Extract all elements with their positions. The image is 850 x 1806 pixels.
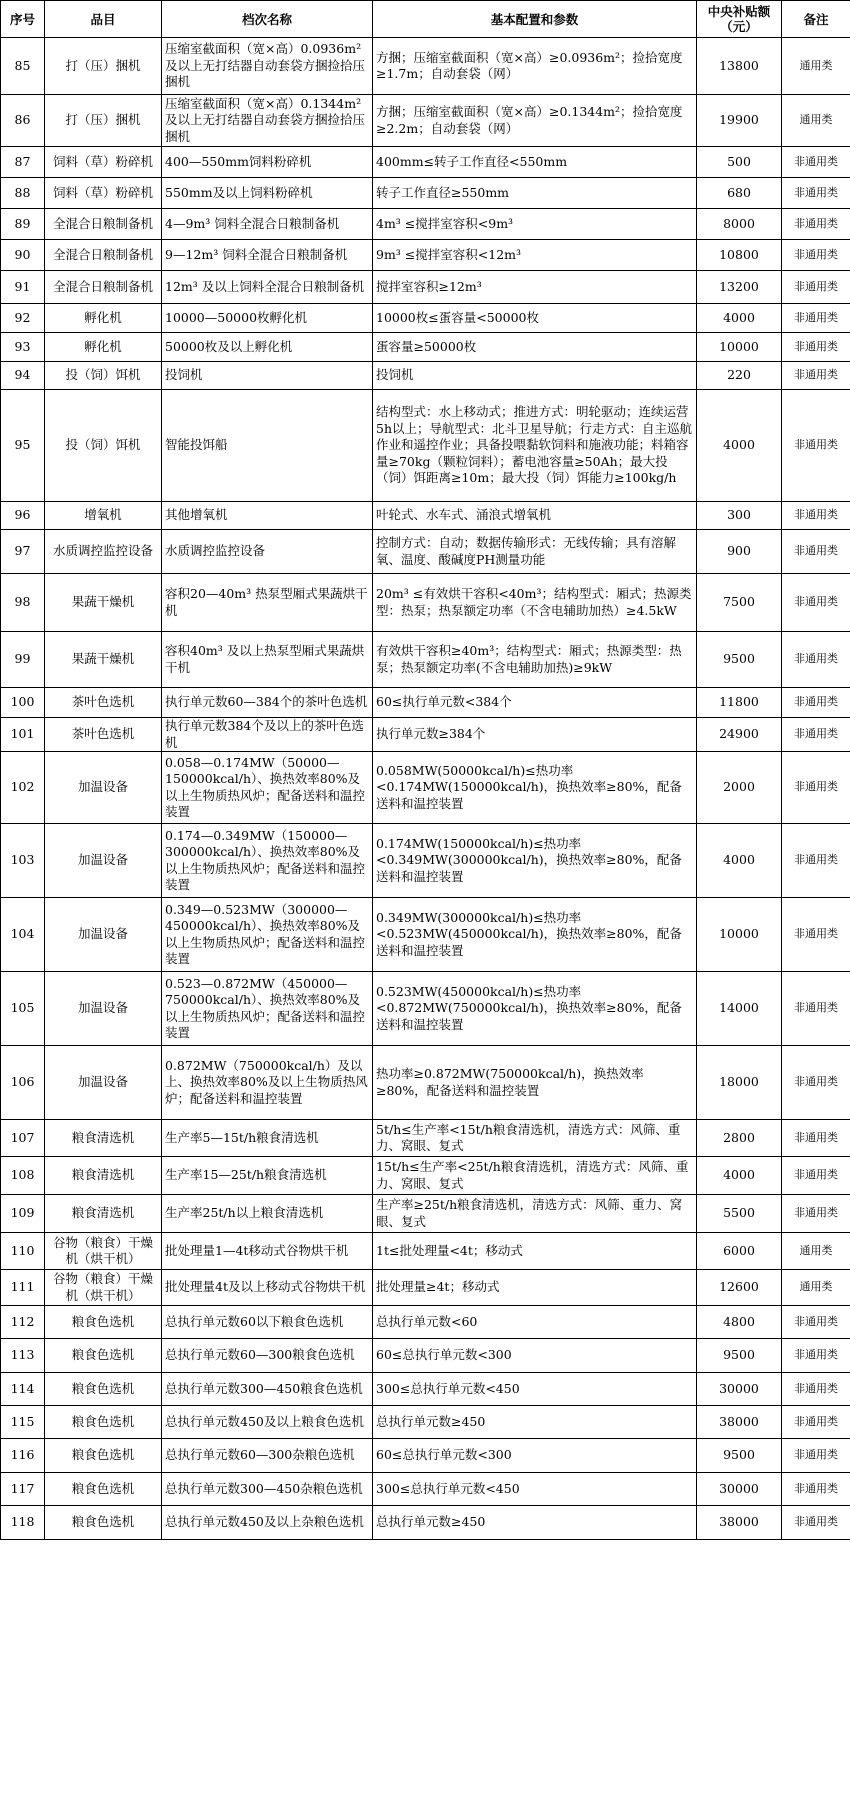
cell-no: 105: [1, 972, 45, 1046]
cell-grade: 总执行单元数300—450粮食色选机: [162, 1373, 373, 1406]
cell-no: 106: [1, 1046, 45, 1120]
cell-item: 茶叶色选机: [45, 688, 162, 718]
cell-grade: 9—12m³ 饲料全混合日粮制备机: [162, 240, 373, 271]
cell-subsidy: 300: [697, 502, 782, 530]
cell-note: 非通用类: [782, 240, 850, 271]
cell-item: 投（饲）饵机: [45, 362, 162, 390]
cell-note: 非通用类: [782, 824, 850, 898]
cell-spec: 10000枚≤蛋容量<50000枚: [373, 304, 697, 333]
cell-note: 非通用类: [782, 752, 850, 824]
cell-note: 非通用类: [782, 1120, 850, 1157]
cell-grade: 容积20—40m³ 热泵型厢式果蔬烘干机: [162, 574, 373, 632]
cell-note: 非通用类: [782, 1339, 850, 1373]
cell-grade: 12m³ 及以上饲料全混合日粮制备机: [162, 271, 373, 304]
cell-no: 107: [1, 1120, 45, 1157]
cell-grade: 0.058—0.174MW（50000—150000kcal/h）、换热效率80%及以上生物质热风炉；配备送料和温控装置: [162, 752, 373, 824]
cell-subsidy: 680: [697, 178, 782, 209]
table-row: [1, 1406, 850, 1439]
header-item: 品目: [45, 1, 162, 38]
cell-subsidy: 9500: [697, 632, 782, 688]
cell-note: 非通用类: [782, 271, 850, 304]
cell-note: 非通用类: [782, 530, 850, 574]
cell-item: 加温设备: [45, 898, 162, 972]
cell-note: 非通用类: [782, 1157, 850, 1195]
cell-grade: 50000枚及以上孵化机: [162, 333, 373, 362]
cell-grade: 550mm及以上饲料粉碎机: [162, 178, 373, 209]
header-note: 备注: [782, 1, 850, 38]
cell-subsidy: 7500: [697, 574, 782, 632]
cell-no: 112: [1, 1306, 45, 1339]
cell-subsidy: 4800: [697, 1306, 782, 1339]
cell-grade: 总执行单元数450及以上杂粮色选机: [162, 1506, 373, 1540]
table-row: [1, 972, 850, 1046]
cell-no: 88: [1, 178, 45, 209]
cell-subsidy: 2000: [697, 752, 782, 824]
cell-spec: 总执行单元数<60: [373, 1306, 697, 1339]
cell-spec: 叶轮式、水车式、涌浪式增氧机: [373, 502, 697, 530]
cell-item: 粮食色选机: [45, 1306, 162, 1339]
cell-note: 非通用类: [782, 898, 850, 972]
cell-spec: 控制方式：自动；数据传输形式：无线传输；具有溶解氧、温度、酸碱度PH测量功能: [373, 530, 697, 574]
cell-note: 非通用类: [782, 390, 850, 502]
table-header: [1, 1, 850, 38]
cell-item: 果蔬干燥机: [45, 574, 162, 632]
cell-spec: 300≤总执行单元数<450: [373, 1373, 697, 1406]
cell-spec: 结构型式：水上移动式；推进方式：明轮驱动；连续运营5h以上；导航型式：北斗卫星导航；行走方式：自主巡航作业和遥控作业；具备投喂黏软饲料和施液功能；料箱容量≥70kg（颗粒饲料）；蓄电池容量≥50Ah；最大投（饲）饵距离≥10m；最大投（饲）饵能力≥100kg/h: [373, 390, 697, 502]
cell-no: 91: [1, 271, 45, 304]
cell-spec: 生产率≥25t/h粮食清选机，清选方式：风筛、重力、窝眼、复式: [373, 1195, 697, 1233]
header-subsidy: 中央补贴额（元）: [697, 1, 782, 38]
cell-subsidy: 500: [697, 147, 782, 178]
cell-item: 粮食色选机: [45, 1506, 162, 1540]
cell-grade: 总执行单元数300—450杂粮色选机: [162, 1473, 373, 1506]
cell-no: 103: [1, 824, 45, 898]
cell-item: 加温设备: [45, 824, 162, 898]
table-row: [1, 38, 850, 95]
cell-spec: 300≤总执行单元数<450: [373, 1473, 697, 1506]
table-row: [1, 178, 850, 209]
cell-no: 85: [1, 38, 45, 95]
cell-no: 90: [1, 240, 45, 271]
cell-item: 粮食清选机: [45, 1195, 162, 1233]
cell-no: 116: [1, 1439, 45, 1473]
cell-subsidy: 4000: [697, 824, 782, 898]
cell-item: 增氧机: [45, 502, 162, 530]
cell-no: 102: [1, 752, 45, 824]
cell-subsidy: 8000: [697, 209, 782, 240]
cell-note: 通用类: [782, 95, 850, 147]
cell-item: 全混合日粮制备机: [45, 240, 162, 271]
cell-spec: 400mm≤转子工作直径<550mm: [373, 147, 697, 178]
table-row: [1, 688, 850, 718]
cell-subsidy: 18000: [697, 1046, 782, 1120]
header-spec: 基本配置和参数: [373, 1, 697, 38]
cell-subsidy: 14000: [697, 972, 782, 1046]
cell-item: 加温设备: [45, 972, 162, 1046]
cell-no: 87: [1, 147, 45, 178]
cell-grade: 批处理量1—4t移动式谷物烘干机: [162, 1233, 373, 1270]
cell-no: 110: [1, 1233, 45, 1270]
cell-no: 113: [1, 1339, 45, 1373]
table-row: [1, 1439, 850, 1473]
cell-spec: 0.174MW(150000kcal/h)≤热功率<0.349MW(300000kcal/h)，换热效率≥80%，配备送料和温控装置: [373, 824, 697, 898]
cell-spec: 0.058MW(50000kcal/h)≤热功率<0.174MW(150000kcal/h)，换热效率≥80%，配备送料和温控装置: [373, 752, 697, 824]
cell-spec: 1t≤批处理量<4t；移动式: [373, 1233, 697, 1270]
cell-spec: 搅拌室容积≥12m³: [373, 271, 697, 304]
cell-no: 89: [1, 209, 45, 240]
cell-item: 果蔬干燥机: [45, 632, 162, 688]
cell-subsidy: 220: [697, 362, 782, 390]
cell-grade: 生产率25t/h以上粮食清选机: [162, 1195, 373, 1233]
table-row: [1, 1046, 850, 1120]
cell-item: 粮食色选机: [45, 1439, 162, 1473]
cell-note: 非通用类: [782, 718, 850, 752]
cell-no: 109: [1, 1195, 45, 1233]
cell-no: 114: [1, 1373, 45, 1406]
cell-item: 粮食清选机: [45, 1157, 162, 1195]
table-row: [1, 95, 850, 147]
cell-item: 加温设备: [45, 752, 162, 824]
cell-no: 95: [1, 390, 45, 502]
table-row: [1, 752, 850, 824]
table-row: [1, 240, 850, 271]
cell-item: 全混合日粮制备机: [45, 209, 162, 240]
cell-item: 粮食色选机: [45, 1339, 162, 1373]
table-row: [1, 1270, 850, 1306]
cell-subsidy: 30000: [697, 1373, 782, 1406]
table-row: [1, 632, 850, 688]
cell-spec: 9m³ ≤搅拌室容积<12m³: [373, 240, 697, 271]
table-row: [1, 271, 850, 304]
cell-note: 非通用类: [782, 972, 850, 1046]
cell-item: 打（压）捆机: [45, 38, 162, 95]
table-row: [1, 1339, 850, 1373]
header-no: 序号: [1, 1, 45, 38]
cell-item: 饲料（草）粉碎机: [45, 147, 162, 178]
cell-grade: 总执行单元数60以下粮食色选机: [162, 1306, 373, 1339]
cell-spec: 15t/h≤生产率<25t/h粮食清选机，清选方式：风筛、重力、窝眼、复式: [373, 1157, 697, 1195]
cell-note: 非通用类: [782, 1506, 850, 1540]
cell-subsidy: 6000: [697, 1233, 782, 1270]
cell-subsidy: 11800: [697, 688, 782, 718]
cell-subsidy: 9500: [697, 1339, 782, 1373]
cell-spec: 60≤执行单元数<384个: [373, 688, 697, 718]
cell-spec: 60≤总执行单元数<300: [373, 1439, 697, 1473]
cell-subsidy: 38000: [697, 1406, 782, 1439]
cell-note: 非通用类: [782, 362, 850, 390]
cell-no: 92: [1, 304, 45, 333]
cell-grade: 0.523—0.872MW（450000—750000kcal/h）、换热效率80%及以上生物质热风炉；配备送料和温控装置: [162, 972, 373, 1046]
cell-no: 86: [1, 95, 45, 147]
cell-no: 97: [1, 530, 45, 574]
cell-grade: 总执行单元数60—300粮食色选机: [162, 1339, 373, 1373]
cell-subsidy: 900: [697, 530, 782, 574]
table-row: [1, 1506, 850, 1540]
cell-note: 非通用类: [782, 1373, 850, 1406]
cell-spec: 方捆；压缩室截面积（宽×高）≥0.1344m²；捡拾宽度≥2.2m；自动套袋（网）: [373, 95, 697, 147]
cell-grade: 400—550mm饲料粉碎机: [162, 147, 373, 178]
cell-grade: 执行单元数384个及以上的茶叶色选机: [162, 718, 373, 752]
table-row: [1, 390, 850, 502]
cell-subsidy: 4000: [697, 1157, 782, 1195]
cell-item: 粮食色选机: [45, 1373, 162, 1406]
cell-subsidy: 12600: [697, 1270, 782, 1306]
cell-grade: 总执行单元数450及以上粮食色选机: [162, 1406, 373, 1439]
cell-subsidy: 38000: [697, 1506, 782, 1540]
cell-spec: 60≤总执行单元数<300: [373, 1339, 697, 1373]
cell-spec: 有效烘干容积≥40m³；结构型式：厢式；热源类型：热泵；热泵额定功率(不含电辅助加热)≥9kW: [373, 632, 697, 688]
cell-grade: 容积40m³ 及以上热泵型厢式果蔬烘干机: [162, 632, 373, 688]
cell-no: 101: [1, 718, 45, 752]
cell-note: 非通用类: [782, 1046, 850, 1120]
cell-grade: 压缩室截面积（宽×高）0.1344m² 及以上无打结器自动套袋方捆捡拾压捆机: [162, 95, 373, 147]
cell-item: 粮食色选机: [45, 1406, 162, 1439]
cell-item: 加温设备: [45, 1046, 162, 1120]
table-row: [1, 1233, 850, 1270]
table-row: [1, 147, 850, 178]
cell-note: 非通用类: [782, 502, 850, 530]
cell-no: 99: [1, 632, 45, 688]
cell-grade: 生产率5—15t/h粮食清选机: [162, 1120, 373, 1157]
cell-spec: 总执行单元数≥450: [373, 1506, 697, 1540]
table-row: [1, 333, 850, 362]
cell-subsidy: 13800: [697, 38, 782, 95]
cell-subsidy: 5500: [697, 1195, 782, 1233]
table-row: [1, 209, 850, 240]
cell-no: 104: [1, 898, 45, 972]
cell-no: 111: [1, 1270, 45, 1306]
cell-grade: 0.872MW（750000kcal/h）及以上、换热效率80%及以上生物质热风炉；配备送料和温控装置: [162, 1046, 373, 1120]
cell-note: 非通用类: [782, 574, 850, 632]
cell-grade: 执行单元数60—384个的茶叶色选机: [162, 688, 373, 718]
cell-item: 打（压）捆机: [45, 95, 162, 147]
table-row: [1, 574, 850, 632]
cell-item: 粮食清选机: [45, 1120, 162, 1157]
cell-grade: 生产率15—25t/h粮食清选机: [162, 1157, 373, 1195]
cell-spec: 20m³ ≤有效烘干容积<40m³；结构型式：厢式；热源类型：热泵；热泵额定功率（不含电辅助加热）≥4.5kW: [373, 574, 697, 632]
cell-grade: 10000—50000枚孵化机: [162, 304, 373, 333]
cell-grade: 4—9m³ 饲料全混合日粮制备机: [162, 209, 373, 240]
cell-subsidy: 19900: [697, 95, 782, 147]
cell-no: 94: [1, 362, 45, 390]
cell-no: 100: [1, 688, 45, 718]
cell-note: 非通用类: [782, 1439, 850, 1473]
cell-subsidy: 9500: [697, 1439, 782, 1473]
cell-item: 谷物（粮食）干燥机（烘干机）: [45, 1270, 162, 1306]
cell-no: 118: [1, 1506, 45, 1540]
cell-subsidy: 10000: [697, 898, 782, 972]
cell-note: 非通用类: [782, 304, 850, 333]
cell-grade: 投饲机: [162, 362, 373, 390]
cell-subsidy: 10800: [697, 240, 782, 271]
cell-note: 非通用类: [782, 688, 850, 718]
cell-item: 孵化机: [45, 333, 162, 362]
table-row: [1, 1306, 850, 1339]
cell-subsidy: 10000: [697, 333, 782, 362]
cell-no: 115: [1, 1406, 45, 1439]
table-row: [1, 824, 850, 898]
table-row: [1, 1195, 850, 1233]
cell-note: 通用类: [782, 1270, 850, 1306]
cell-grade: 压缩室截面积（宽×高）0.0936m² 及以上无打结器自动套袋方捆捡拾压捆机: [162, 38, 373, 95]
cell-note: 非通用类: [782, 1406, 850, 1439]
cell-item: 饲料（草）粉碎机: [45, 178, 162, 209]
table-row: [1, 718, 850, 752]
cell-note: 通用类: [782, 38, 850, 95]
cell-item: 投（饲）饵机: [45, 390, 162, 502]
cell-item: 粮食色选机: [45, 1473, 162, 1506]
table-row: [1, 502, 850, 530]
cell-subsidy: 24900: [697, 718, 782, 752]
cell-spec: 批处理量≥4t；移动式: [373, 1270, 697, 1306]
header-row: [1, 1, 850, 38]
cell-note: 非通用类: [782, 632, 850, 688]
cell-item: 孵化机: [45, 304, 162, 333]
cell-spec: 总执行单元数≥450: [373, 1406, 697, 1439]
table-row: [1, 362, 850, 390]
cell-item: 茶叶色选机: [45, 718, 162, 752]
cell-subsidy: 4000: [697, 390, 782, 502]
cell-note: 通用类: [782, 1233, 850, 1270]
cell-grade: 智能投饵船: [162, 390, 373, 502]
cell-note: 非通用类: [782, 1473, 850, 1506]
cell-spec: 转子工作直径≥550mm: [373, 178, 697, 209]
cell-grade: 总执行单元数60—300杂粮色选机: [162, 1439, 373, 1473]
cell-grade: 水质调控监控设备: [162, 530, 373, 574]
cell-no: 93: [1, 333, 45, 362]
cell-spec: 蛋容量≥50000枚: [373, 333, 697, 362]
cell-item: 谷物（粮食）干燥机（烘干机）: [45, 1233, 162, 1270]
table-row: [1, 1373, 850, 1406]
cell-no: 96: [1, 502, 45, 530]
table-row: [1, 530, 850, 574]
cell-no: 98: [1, 574, 45, 632]
cell-spec: 4m³ ≤搅拌室容积<9m³: [373, 209, 697, 240]
table-row: [1, 1120, 850, 1157]
cell-note: 非通用类: [782, 147, 850, 178]
cell-grade: 批处理量4t及以上移动式谷物烘干机: [162, 1270, 373, 1306]
cell-note: 非通用类: [782, 1195, 850, 1233]
cell-note: 非通用类: [782, 1306, 850, 1339]
cell-no: 108: [1, 1157, 45, 1195]
cell-grade: 0.349—0.523MW（300000—450000kcal/h）、换热效率80%及以上生物质热风炉；配备送料和温控装置: [162, 898, 373, 972]
table-row: [1, 1157, 850, 1195]
table-row: [1, 304, 850, 333]
cell-item: 水质调控监控设备: [45, 530, 162, 574]
cell-spec: 执行单元数≥384个: [373, 718, 697, 752]
table-row: [1, 898, 850, 972]
cell-note: 非通用类: [782, 209, 850, 240]
table-body: [1, 38, 850, 1540]
cell-spec: 投饲机: [373, 362, 697, 390]
cell-subsidy: 13200: [697, 271, 782, 304]
cell-subsidy: 4000: [697, 304, 782, 333]
cell-spec: 方捆；压缩室截面积（宽×高）≥0.0936m²；捡拾宽度≥1.7m；自动套袋（网）: [373, 38, 697, 95]
cell-spec: 0.349MW(300000kcal/h)≤热功率<0.523MW(450000kcal/h)，换热效率≥80%，配备送料和温控装置: [373, 898, 697, 972]
cell-item: 全混合日粮制备机: [45, 271, 162, 304]
cell-no: 117: [1, 1473, 45, 1506]
cell-grade: 0.174—0.349MW（150000—300000kcal/h）、换热效率80%及以上生物质热风炉；配备送料和温控装置: [162, 824, 373, 898]
header-grade: 档次名称: [162, 1, 373, 38]
cell-note: 非通用类: [782, 178, 850, 209]
cell-subsidy: 30000: [697, 1473, 782, 1506]
cell-spec: 5t/h≤生产率<15t/h粮食清选机，清选方式：风筛、重力、窝眼、复式: [373, 1120, 697, 1157]
cell-spec: 0.523MW(450000kcal/h)≤热功率<0.872MW(750000kcal/h)，换热效率≥80%，配备送料和温控装置: [373, 972, 697, 1046]
cell-grade: 其他增氧机: [162, 502, 373, 530]
cell-subsidy: 2800: [697, 1120, 782, 1157]
cell-note: 非通用类: [782, 333, 850, 362]
cell-spec: 热功率≥0.872MW(750000kcal/h)，换热效率≥80%，配备送料和温控装置: [373, 1046, 697, 1120]
table-row: [1, 1473, 850, 1506]
